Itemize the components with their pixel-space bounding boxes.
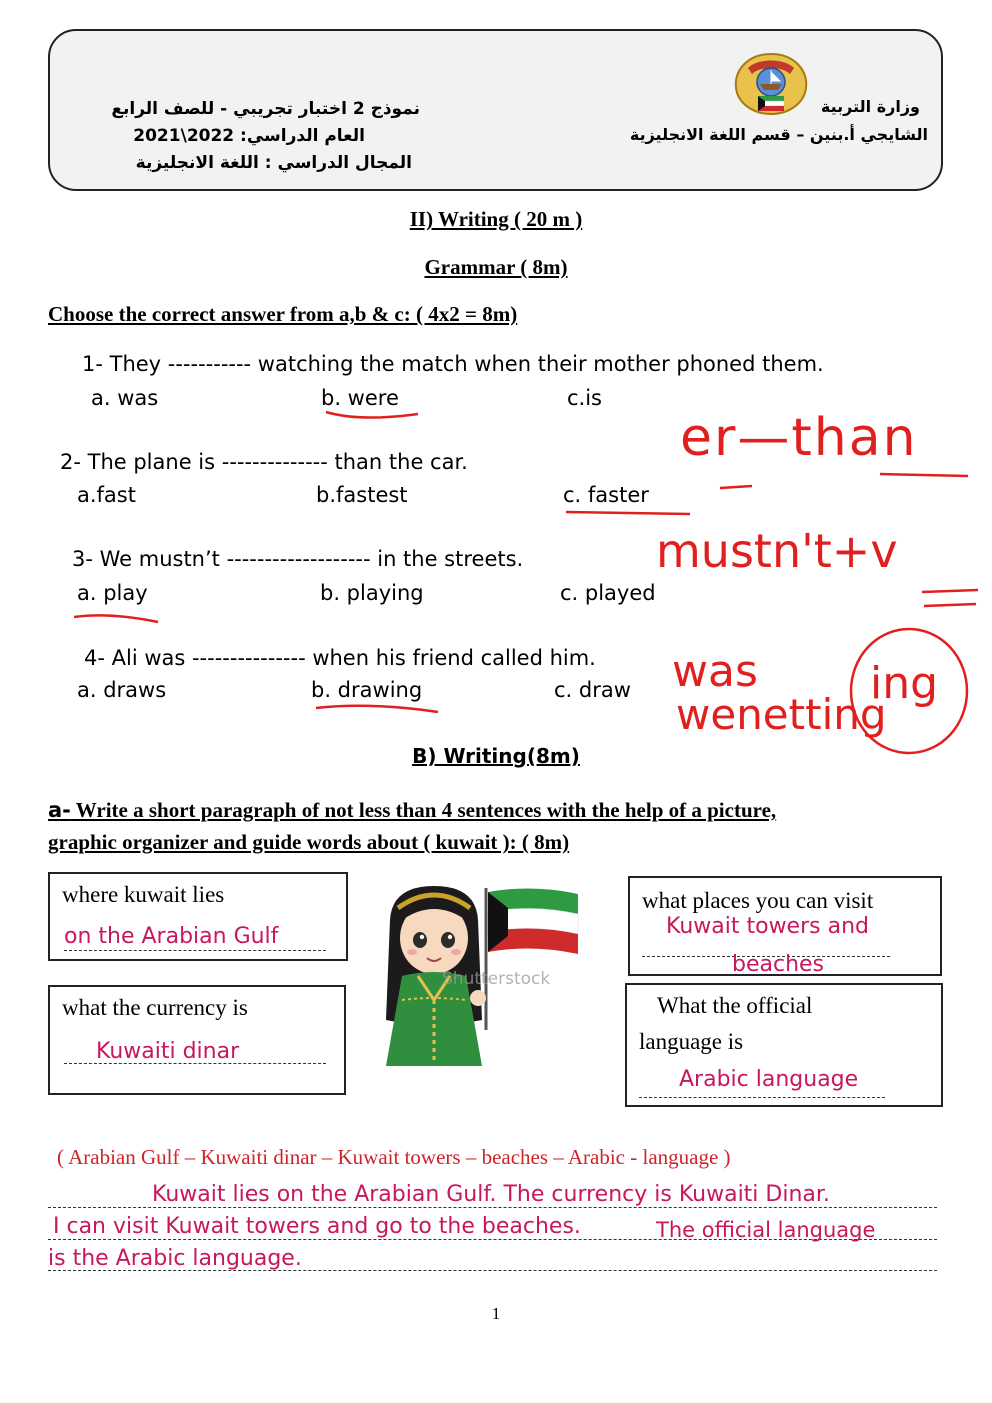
box-location-line	[64, 950, 326, 951]
kuwait-flag-icon	[488, 888, 578, 954]
box-location-answer[interactable]: on the Arabian Gulf	[64, 924, 279, 949]
question-3-stem: 3- We mustn’t ------------------- in the streets.	[72, 547, 524, 571]
question-3-option-b[interactable]: b. playing	[320, 581, 424, 605]
note-equals-bottom	[924, 604, 976, 606]
department-name: الشايجي أ.بنين – قسم اللغة الانجليزية	[629, 125, 928, 144]
question-2-option-c[interactable]: c. faster	[563, 483, 649, 507]
question-2-option-b[interactable]: b.fastest	[316, 483, 408, 507]
box-language-answer[interactable]: Arabic language	[679, 1067, 859, 1092]
organizer-box-language	[625, 983, 943, 1107]
note-under-than	[880, 474, 968, 476]
underline-q2	[566, 512, 690, 514]
instruction: Choose the correct answer from a,b & c: ( 4x2 = 8m)	[48, 302, 518, 326]
page-number: 1	[491, 1304, 501, 1323]
prompt-text-1: Write a short paragraph of not less than 4 sentences with the help of a picture,	[70, 798, 777, 822]
note-mustnt-v: mustn't+v	[656, 524, 898, 578]
organizer-box-location	[48, 872, 348, 961]
academic-year: العام الدراسي: 2022\2021	[133, 126, 365, 146]
question-3-option-c[interactable]: c. played	[560, 581, 656, 605]
prompt-line-2: graphic organizer and guide words about ( kuwait ): ( 8m)	[48, 830, 570, 854]
underline-q4	[316, 706, 438, 712]
note-ing: ing	[870, 658, 939, 709]
note-er-than: er—than	[680, 408, 918, 468]
box-currency-answer[interactable]: Kuwaiti dinar	[96, 1039, 240, 1064]
watermark-text: Shutterstock	[442, 969, 551, 989]
paragraph-line-2a[interactable]: I can visit Kuwait towers and go to the beaches.	[53, 1214, 581, 1239]
paragraph-line-3[interactable]: is the Arabic language.	[48, 1246, 302, 1271]
note-was: was	[672, 646, 758, 697]
guide-words: ( Arabian Gulf – Kuwaiti dinar – Kuwait towers – beaches – Arabic - language )	[57, 1145, 731, 1169]
note-wenetting: wenetting	[676, 690, 887, 739]
box-language-line	[639, 1097, 885, 1098]
question-1-option-c[interactable]: c.is	[567, 386, 602, 410]
box-language-label-1: What the official	[657, 993, 813, 1018]
paragraph-line-1[interactable]: Kuwait lies on the Arabian Gulf. The currency is Kuwaiti Dinar.	[152, 1182, 830, 1207]
question-3-option-a[interactable]: a. play	[77, 581, 148, 605]
box-places-answer-1[interactable]: Kuwait towers and	[666, 914, 869, 939]
box-currency-label: what the currency is	[62, 995, 248, 1020]
organizer-box-currency	[48, 985, 346, 1095]
underline-q1	[326, 412, 418, 418]
question-4-option-a[interactable]: a. draws	[77, 678, 167, 702]
writing-line-1	[48, 1207, 937, 1208]
question-2-option-a[interactable]: a.fast	[77, 483, 136, 507]
prompt-label: a-	[48, 798, 71, 822]
question-4-stem: 4- Ali was --------------- when his friend called him.	[84, 646, 596, 670]
question-4-option-c[interactable]: c. draw	[554, 678, 631, 702]
grammar-title: Grammar ( 8m)	[424, 255, 568, 279]
box-language-label-2: language is	[639, 1029, 744, 1054]
note-equals-top	[922, 590, 978, 592]
writing-title: B) Writing(8m)	[412, 744, 580, 768]
box-places-label: what places you can visit	[642, 888, 874, 913]
paragraph-line-2b[interactable]: The official language	[656, 1218, 876, 1242]
exam-title: نموذج 2 اختبار تجريبي - للصف الرابع	[111, 99, 420, 119]
question-4-option-b[interactable]: b. drawing	[311, 678, 423, 702]
organizer-box-places	[628, 876, 942, 976]
underline-q3	[74, 615, 158, 622]
ministry-name: وزارة التربية	[820, 97, 920, 116]
question-1-stem: 1- They ----------- watching the match when their mother phoned them.	[82, 352, 824, 376]
box-location-label: where kuwait lies	[62, 882, 225, 907]
box-places-answer-2[interactable]: beaches	[732, 952, 825, 977]
subject-field: المجال الدراسي : اللغة الانجليزية	[135, 153, 412, 173]
question-1-option-a[interactable]: a. was	[91, 386, 159, 410]
section-title: II) Writing ( 20 m )	[409, 207, 583, 231]
kuwait-girl-flag-picture	[372, 880, 600, 1070]
question-2-stem: 2- The plane is -------------- than the car.	[60, 450, 468, 474]
prompt-line-1	[48, 798, 776, 823]
note-dash-line	[720, 486, 752, 488]
question-1-option-b[interactable]: b. were	[321, 386, 399, 410]
